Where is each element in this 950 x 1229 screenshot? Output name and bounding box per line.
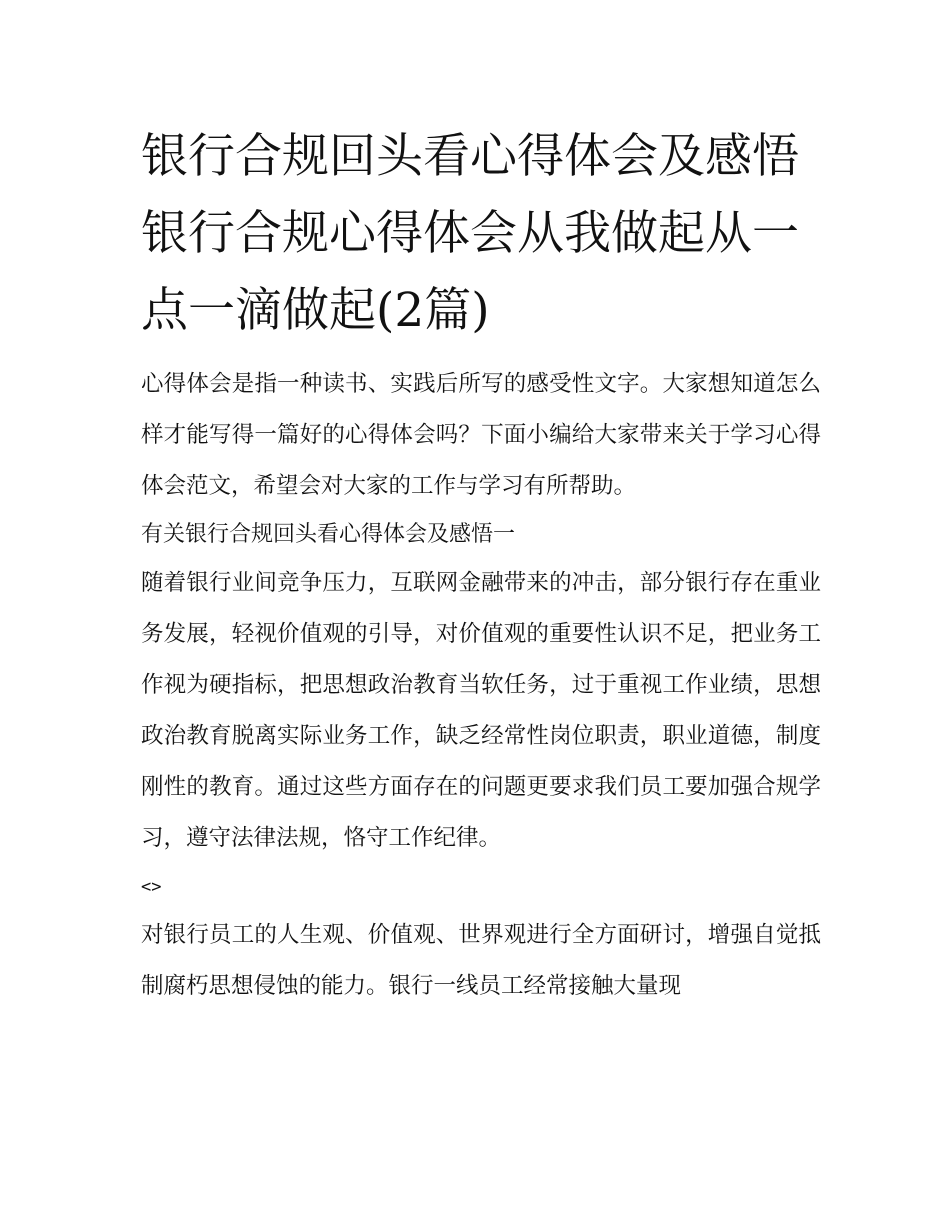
angle-bracket-marker: <> <box>141 877 162 897</box>
body-paragraph-1: 随着银行业间竞争压力，互联网金融带来的冲击，部分银行存在重业务发展，轻视价值观的引导，对价值观的重要性认识不足，把业务工作视为硬指标，把思想政治教育当软任务，过于重视工作业绩，思想政治教育脱离实际业务工作，缺乏经常性岗位职责，职业道德，制度刚性的教育。通过这些方面存在的问题更要求我们员工要加强合规学习，遵守法律法规，恪守工作纪律。 <box>141 570 821 851</box>
intro-paragraph: 心得体会是指一种读书、实践后所写的感受性文字。大家想知道怎么样才能写得一篇好的心得体会吗？下面小编给大家带来关于学习心得体会范文，希望会对大家的工作与学习有所帮助。 <box>141 371 821 499</box>
body-paragraph-2: 对银行员工的人生观、价值观、世界观进行全方面研讨，增强自觉抵制腐朽思想侵蚀的能力。银行一线员工经常接触大量现 <box>141 922 821 999</box>
document-body <box>141 359 821 1012</box>
document-title: 银行合规回头看心得体会及感悟 银行合规心得体会从我做起从一点一滴做起(2篇) <box>141 129 799 338</box>
document-content <box>141 118 821 1012</box>
section-heading: 有关银行合规回头看心得体会及感悟一 <box>141 522 516 547</box>
